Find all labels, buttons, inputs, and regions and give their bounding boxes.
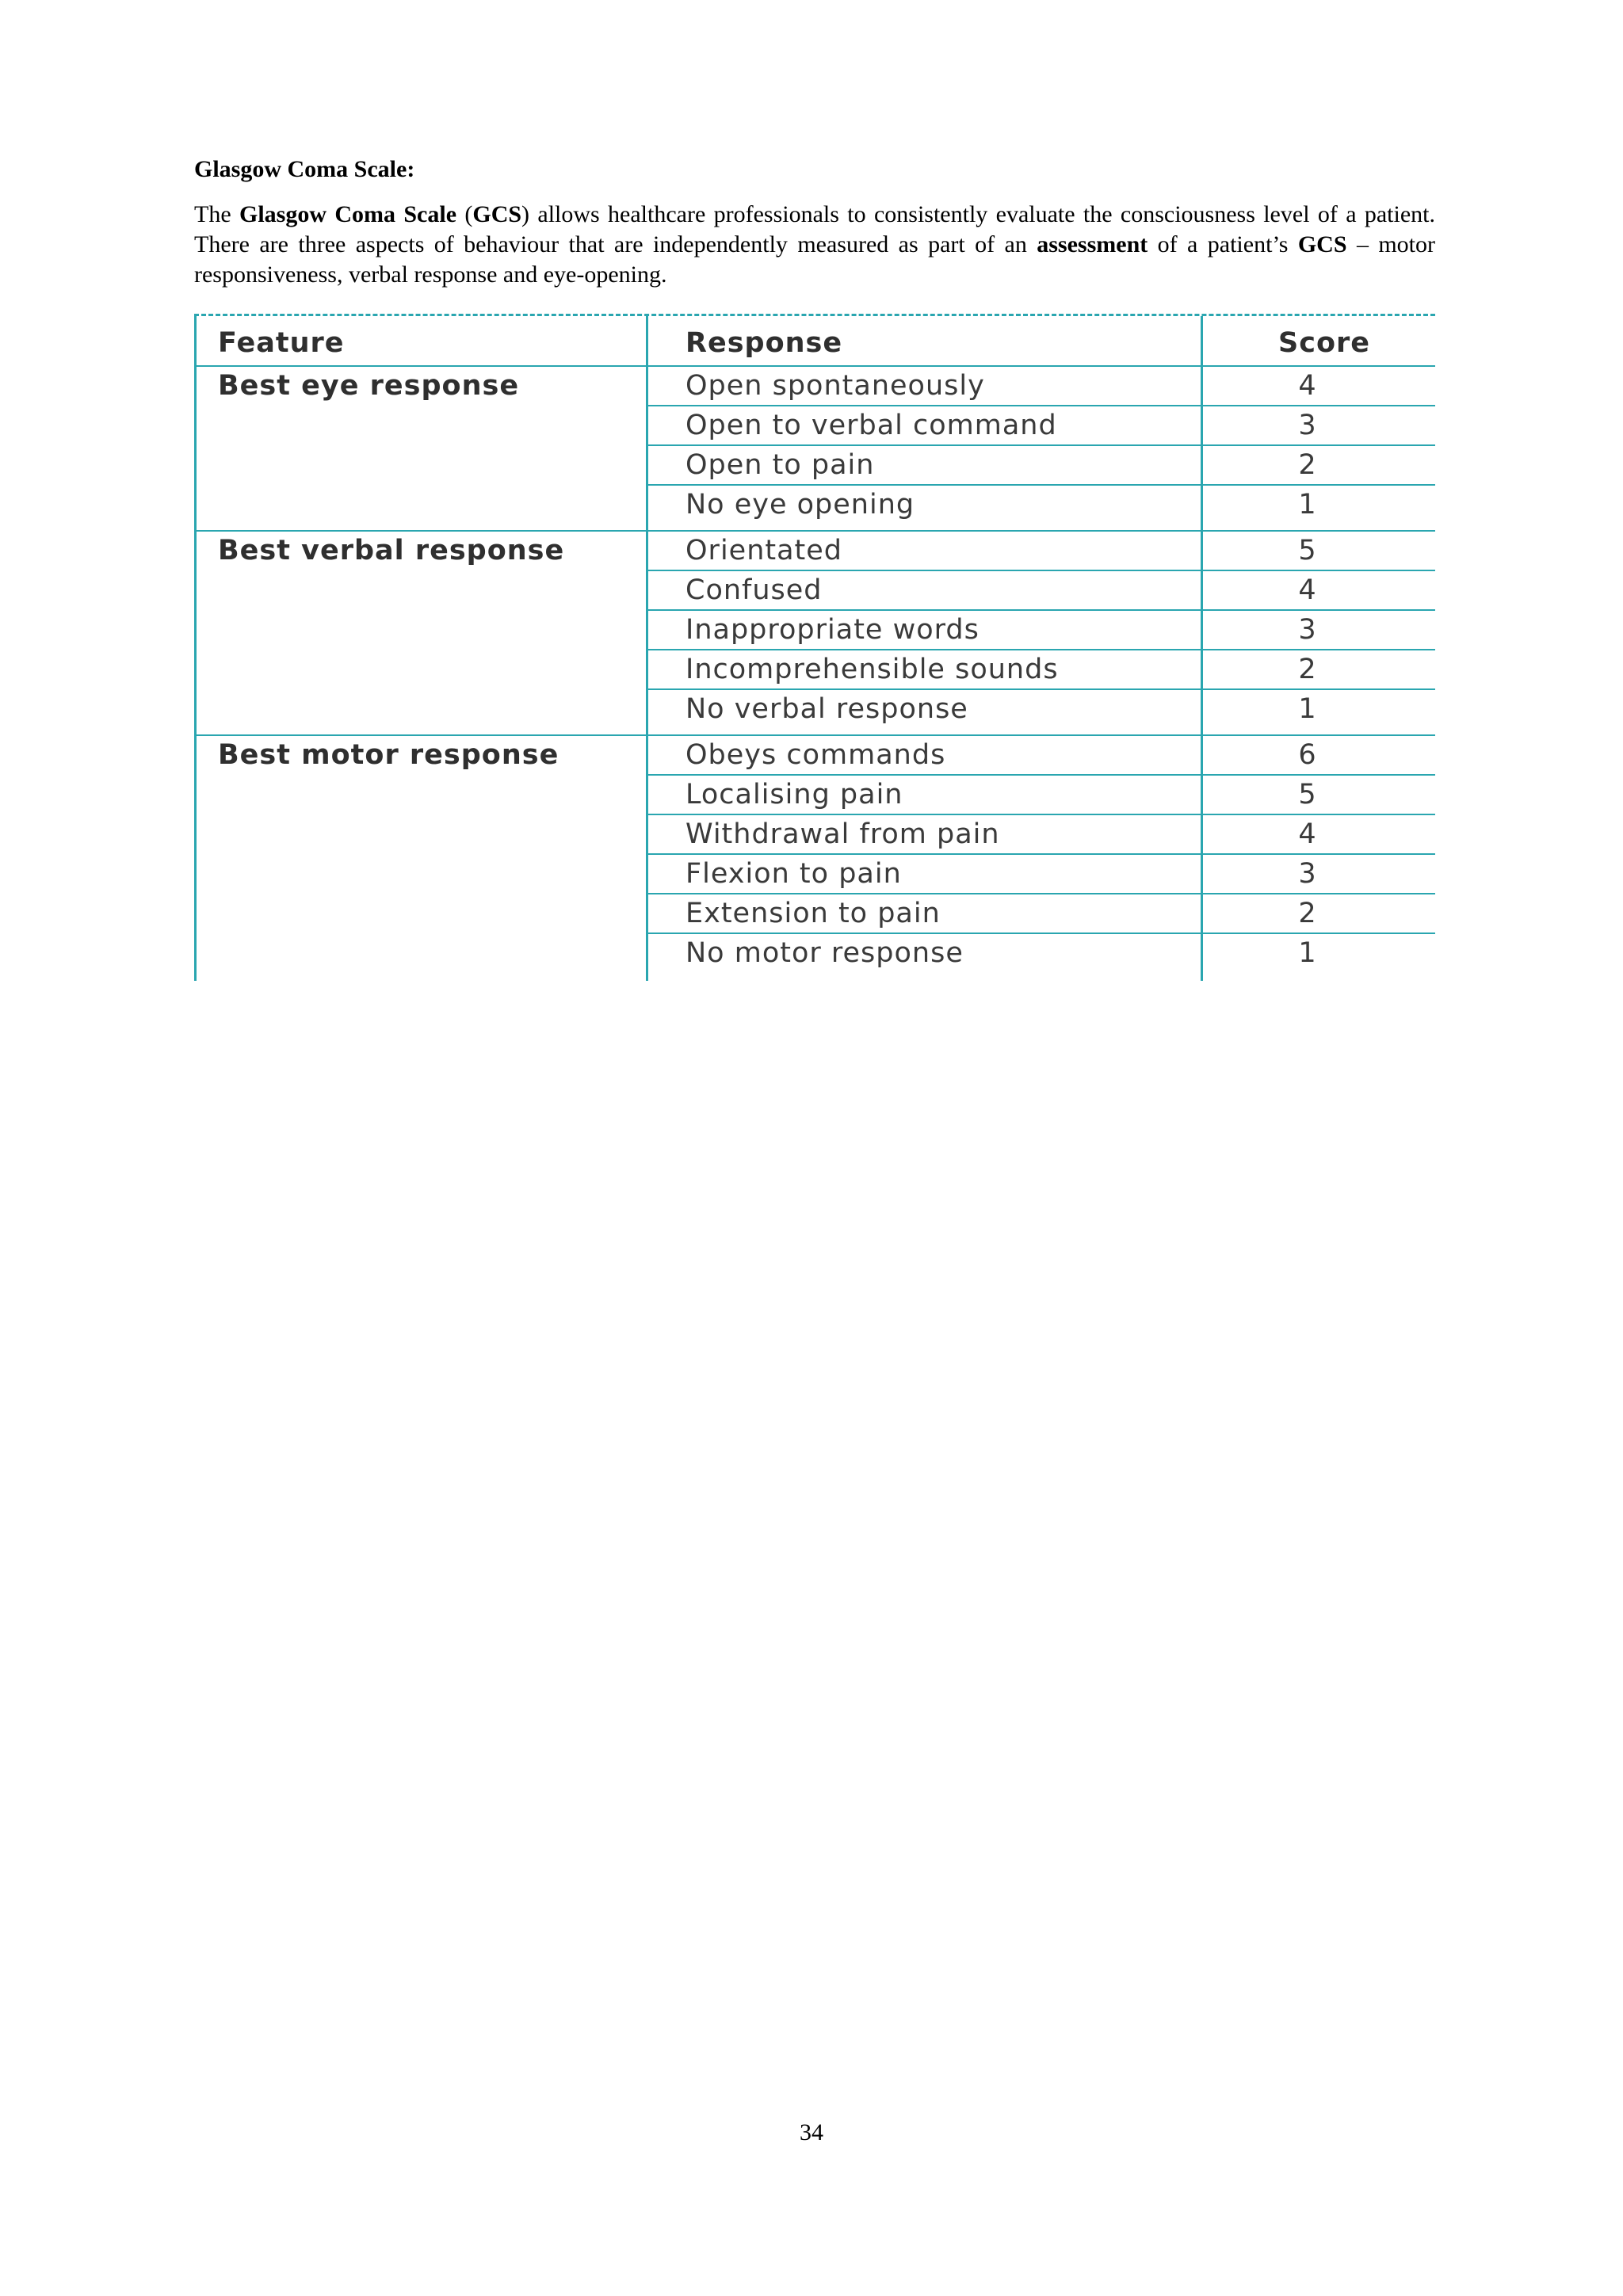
page-heading: Glasgow Coma Scale: [194,156,415,182]
intro-text: – motor responsiveness, verbal response and eye-opening. [194,231,1436,288]
score-cell: 3 [1298,614,1317,646]
response-cell: No motor response [685,937,964,969]
table-row-divider [646,649,1435,650]
score-cell: 1 [1298,693,1317,725]
feature-label: Best motor response [218,739,559,771]
response-cell: Withdrawal from pain [685,818,1000,850]
intro-text: ) allows healthcare professionals to consistently evaluate the consciousness level of a patient. There are three aspects of behaviour that are independently measured as part of an [194,201,1436,257]
score-cell: 1 [1298,489,1317,521]
score-cell: 3 [1298,410,1317,441]
column-header-score: Score [1278,327,1370,359]
score-cell: 4 [1298,818,1317,850]
response-cell: Flexion to pain [685,858,902,890]
table-row-divider [646,853,1435,855]
response-cell: Extension to pain [685,898,941,929]
intro-bold-term: GCS [1297,231,1347,257]
table-left-border [194,316,197,981]
column-header-response: Response [685,327,843,359]
table-row-divider [646,405,1435,406]
feature-label: Best verbal response [218,535,565,566]
response-cell: Obeys commands [685,739,946,771]
table-row-divider [194,365,1435,367]
score-cell: 1 [1298,937,1317,969]
response-cell: No verbal response [685,693,968,725]
response-cell: Open spontaneously [685,370,985,402]
table-row-divider [646,933,1435,934]
score-cell: 3 [1298,858,1317,890]
table-row-divider [194,530,1435,532]
response-cell: Orientated [685,535,843,566]
score-cell: 4 [1298,370,1317,402]
gcs-table [194,314,1435,981]
table-row-divider [646,814,1435,815]
intro-paragraph [194,200,1435,290]
score-cell: 2 [1298,449,1317,481]
intro-text: The [194,201,239,227]
score-cell: 6 [1298,739,1317,771]
table-row-divider [194,734,1435,736]
intro-bold-term: assessment [1037,231,1148,257]
table-row-divider [646,570,1435,571]
table-row-divider [646,688,1435,690]
response-cell: Open to pain [685,449,875,481]
response-cell: Localising pain [685,779,903,810]
table-row-divider [646,774,1435,776]
table-row-divider [646,484,1435,486]
intro-text: ( [456,201,473,227]
intro-bold-term: GCS [472,201,522,227]
score-cell: 4 [1298,574,1317,606]
table-row-divider [646,609,1435,611]
table-row-divider [646,444,1435,446]
score-cell: 2 [1298,654,1317,685]
response-cell: No eye opening [685,489,915,521]
intro-bold-term: Glasgow Coma Scale [239,201,457,227]
score-cell: 5 [1298,779,1317,810]
score-cell: 5 [1298,535,1317,566]
response-cell: Confused [685,574,823,606]
column-header-feature: Feature [218,327,345,359]
feature-label: Best eye response [218,370,520,402]
response-cell: Incomprehensible sounds [685,654,1059,685]
page-number: 34 [800,2119,823,2145]
table-row-divider [646,893,1435,894]
intro-text: of a patient’s [1148,231,1298,257]
response-cell: Inappropriate words [685,614,980,646]
score-cell: 2 [1298,898,1317,929]
response-cell: Open to verbal command [685,410,1057,441]
